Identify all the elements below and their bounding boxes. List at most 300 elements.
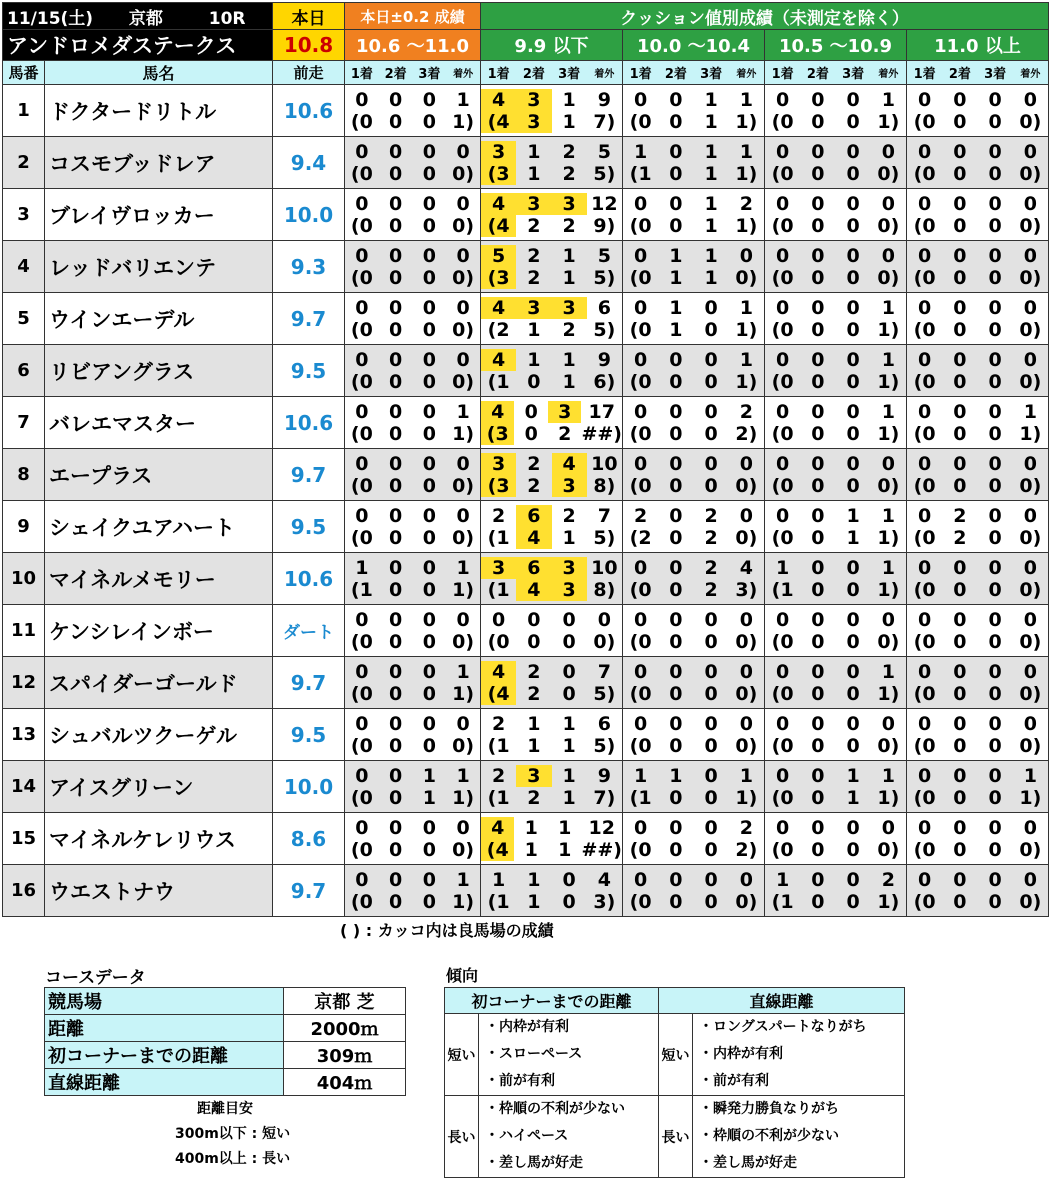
cushion-label: クッション値別成績（未測定を除く） (481, 3, 1049, 30)
good-track-count: (0 (913, 422, 936, 445)
good-track-count: 0) (735, 890, 758, 913)
good-track-count: 1) (877, 890, 900, 913)
result-count: 0 (634, 400, 648, 423)
results-group (345, 85, 481, 137)
finish-label: 着外 (594, 69, 615, 80)
result-count: 0 (562, 608, 576, 631)
finish-label: 2着 (806, 67, 829, 82)
good-track-count: 0 (422, 630, 436, 653)
good-track-count: 0 (846, 682, 860, 705)
results-group (623, 189, 765, 241)
result-count: 0 (953, 140, 967, 163)
result-count: 0 (669, 452, 683, 475)
good-track-count: (0 (771, 266, 794, 289)
result-count: 4 (481, 817, 514, 839)
course-key-3: 初コーナーまでの距離 (45, 1042, 284, 1069)
last-race-cushion: 9.4 (273, 137, 345, 189)
result-count: 0 (918, 608, 932, 631)
results-group (765, 293, 907, 345)
result-count: 5 (481, 245, 516, 267)
result-count: 0 (881, 140, 895, 163)
result-count: 0 (988, 88, 1002, 111)
result-count: 0 (669, 556, 683, 579)
result-count: 0 (422, 348, 436, 371)
result-count: 0 (1023, 608, 1037, 631)
horse-name: ケンシレインボー (45, 605, 273, 657)
good-track-count: 0 (953, 110, 967, 133)
result-count: 1 (846, 504, 860, 527)
result-count: 1 (527, 712, 541, 735)
horse-name: マイネルケレリウス (45, 813, 273, 865)
result-count: 0 (1023, 452, 1037, 475)
results-group (345, 813, 481, 865)
results-group (481, 345, 623, 397)
result-count: 0 (355, 452, 369, 475)
good-track-count: 0 (811, 578, 825, 601)
good-track-count: 0 (422, 110, 436, 133)
result-count: 0 (634, 88, 648, 111)
result-count: 0 (776, 712, 790, 735)
horse-name: レッドバリエンテ (45, 241, 273, 293)
good-track-count: 0) (1019, 838, 1042, 861)
result-count: 0 (846, 348, 860, 371)
results-group (623, 345, 765, 397)
good-track-count: 0 (988, 578, 1002, 601)
result-count: 0 (988, 348, 1002, 371)
good-track-count: 0) (1019, 214, 1042, 237)
result-count: 1 (739, 764, 753, 787)
good-track-count: (0 (629, 214, 652, 237)
results-group (345, 501, 481, 553)
good-track-count: (1 (629, 162, 652, 185)
horse-row (3, 241, 1049, 293)
good-track-count: (0 (629, 630, 652, 653)
good-track-count: 0) (452, 162, 475, 185)
results-group (765, 189, 907, 241)
results-group (907, 189, 1049, 241)
result-count: 0 (456, 712, 470, 735)
good-track-count: (0 (350, 474, 373, 497)
results-group (481, 449, 623, 501)
results-group (345, 761, 481, 813)
results-group (481, 189, 623, 241)
race-venue: 京都 (128, 8, 163, 29)
result-count: 0 (355, 348, 369, 371)
results-group (623, 85, 765, 137)
result-count: 0 (953, 764, 967, 787)
horse-row (3, 293, 1049, 345)
result-count: 0 (704, 868, 718, 891)
results-group (765, 345, 907, 397)
horse-row (3, 345, 1049, 397)
good-track-count: 1 (562, 786, 576, 809)
result-count: 9 (597, 764, 611, 787)
good-track-count: 0 (953, 370, 967, 393)
results-group (345, 605, 481, 657)
good-track-count: (0 (629, 734, 652, 757)
good-track-count: 0) (1019, 266, 1042, 289)
result-count: 0 (918, 140, 932, 163)
good-track-count: 0 (669, 786, 683, 809)
horse-number: 8 (3, 449, 45, 501)
results-group (765, 501, 907, 553)
result-count: 0 (634, 712, 648, 735)
good-track-count: 0 (389, 214, 403, 237)
results-group (765, 241, 907, 293)
trend-item: ・前が有利 (485, 1073, 555, 1089)
result-count: 1 (739, 296, 753, 319)
results-group (907, 293, 1049, 345)
good-track-count: 0) (452, 630, 475, 653)
finish-label: 2着 (664, 67, 687, 82)
good-track-count: 1 (524, 838, 538, 861)
good-track-count: 1 (846, 526, 860, 549)
good-track-count: 0 (669, 734, 683, 757)
results-group (481, 813, 623, 865)
good-track-count: 1 (562, 370, 576, 393)
good-track-count: 0 (953, 214, 967, 237)
result-count: 0 (669, 400, 683, 423)
good-track-count: (0 (771, 630, 794, 653)
result-count: 1 (669, 764, 683, 787)
good-track-count: 0 (389, 370, 403, 393)
horse-row (3, 657, 1049, 709)
result-count: 0 (422, 660, 436, 683)
good-track-count: 0 (846, 422, 860, 445)
horse-row (3, 85, 1049, 137)
course-value-3: 309ｍ (284, 1042, 406, 1069)
good-track-count: 1 (669, 266, 683, 289)
result-count: 1 (527, 868, 541, 891)
good-track-count: 0 (669, 162, 683, 185)
good-track-count: 1) (735, 318, 758, 341)
result-count: 1 (739, 140, 753, 163)
result-count: 2 (492, 712, 506, 735)
good-track-count: 1 (558, 838, 572, 861)
finish-label: 2着 (948, 67, 971, 82)
result-count: 0 (988, 244, 1002, 267)
good-track-count: 0) (877, 734, 900, 757)
result-count: 0 (422, 140, 436, 163)
result-count: 1 (776, 868, 790, 891)
finish-label: 着外 (878, 69, 899, 80)
good-track-count: 0 (422, 318, 436, 341)
good-track-count: 0 (846, 890, 860, 913)
result-count: 0 (918, 868, 932, 891)
last-race-cushion: 10.6 (273, 553, 345, 605)
result-count: 4 (597, 868, 611, 891)
good-track-count: 0 (389, 890, 403, 913)
result-count: 1 (881, 88, 895, 111)
result-count: 0 (456, 452, 470, 475)
good-track-count: 0 (704, 630, 718, 653)
results-group (907, 501, 1049, 553)
results-group (907, 85, 1049, 137)
horse-number: 1 (3, 85, 45, 137)
result-count: 1 (527, 348, 541, 371)
result-count: 0 (811, 556, 825, 579)
good-track-count: 0) (735, 734, 758, 757)
results-group (623, 761, 765, 813)
result-count: 1 (562, 348, 576, 371)
results-group (907, 813, 1049, 865)
good-track-count: 0 (953, 682, 967, 705)
result-count: 0 (389, 764, 403, 787)
finish-label: 3着 (700, 67, 723, 82)
good-track-count: (0 (913, 214, 936, 237)
good-track-count: 0 (389, 682, 403, 705)
result-count: 2 (527, 660, 541, 683)
today-label: 本日 (273, 3, 345, 30)
results-group (481, 501, 623, 553)
result-count: 2 (739, 816, 753, 839)
result-count: 1 (739, 348, 753, 371)
results-group (481, 761, 623, 813)
good-track-count: 0 (988, 630, 1002, 653)
good-track-count: (1 (629, 786, 652, 809)
horse-name: ドクタードリトル (45, 85, 273, 137)
good-track-count: 1 (562, 110, 576, 133)
result-count: 0 (739, 868, 753, 891)
horse-number: 15 (3, 813, 45, 865)
results-group (907, 657, 1049, 709)
last-race-cushion: 9.7 (273, 293, 345, 345)
good-track-count: (0 (913, 838, 936, 861)
good-track-count: 0) (452, 734, 475, 757)
good-track-count: 0) (735, 266, 758, 289)
result-count: 0 (811, 452, 825, 475)
good-track-count: 3) (735, 578, 758, 601)
good-track-count: (3 (481, 475, 516, 497)
good-track-count: (0 (350, 526, 373, 549)
good-track-count: 1) (735, 786, 758, 809)
good-track-count: (4 (481, 839, 514, 861)
result-count: 0 (389, 296, 403, 319)
finish-label: 1着 (350, 67, 373, 82)
guide-long: 400m以上 : 長い (175, 1151, 291, 1167)
good-track-count: 1 (669, 318, 683, 341)
result-count: 12 (591, 192, 618, 215)
good-track-count: (1 (487, 370, 510, 393)
result-count: 0 (846, 712, 860, 735)
result-count: 1 (704, 244, 718, 267)
good-track-count: (0 (913, 630, 936, 653)
good-track-count: 3 (552, 579, 587, 601)
good-track-count: 1 (527, 734, 541, 757)
results-group (765, 865, 907, 917)
result-count: 0 (1023, 192, 1037, 215)
result-count: 6 (516, 505, 551, 527)
result-count: 0 (811, 244, 825, 267)
finish-header-group (623, 61, 765, 85)
last-race-cushion: 10.0 (273, 189, 345, 241)
finish-label: 3着 (558, 67, 581, 82)
results-group (623, 241, 765, 293)
c1-short-items (479, 1014, 659, 1096)
result-count: 4 (481, 89, 516, 111)
horse-number: 9 (3, 501, 45, 553)
result-count: 1 (562, 88, 576, 111)
result-count: 4 (481, 401, 514, 423)
trend-item: ・瞬発力勝負なりがち (699, 1101, 839, 1117)
results-group (623, 605, 765, 657)
result-count: 0 (669, 868, 683, 891)
good-track-count: 0 (988, 370, 1002, 393)
good-track-count: 0 (389, 734, 403, 757)
good-track-count: (3 (481, 423, 514, 445)
good-track-count: 0 (389, 526, 403, 549)
good-track-count: 0 (846, 214, 860, 237)
good-track-count: 0 (704, 890, 718, 913)
range-3: 10.5 〜10.9 (765, 30, 907, 61)
good-track-count: 0 (669, 474, 683, 497)
result-count: 0 (811, 816, 825, 839)
result-count: 0 (881, 192, 895, 215)
result-count: 0 (389, 608, 403, 631)
result-count: 0 (456, 608, 470, 631)
result-count: 0 (355, 140, 369, 163)
result-count: 0 (355, 244, 369, 267)
col-num-header: 馬番 (3, 61, 45, 85)
horse-number: 12 (3, 657, 45, 709)
result-count: 0 (776, 504, 790, 527)
good-track-count: 2 (527, 266, 541, 289)
result-count: 0 (634, 868, 648, 891)
result-count: 0 (355, 660, 369, 683)
good-track-count: 0 (811, 526, 825, 549)
results-group (907, 865, 1049, 917)
results-group (907, 137, 1049, 189)
good-track-count: 2 (527, 682, 541, 705)
good-track-count: 0 (389, 630, 403, 653)
good-track-count: (0 (771, 474, 794, 497)
range-4: 11.0 以上 (907, 30, 1049, 61)
result-count: 1 (558, 816, 572, 839)
good-track-count: 0 (988, 526, 1002, 549)
result-count: 0 (355, 192, 369, 215)
race-name: アンドロメダステークス (3, 30, 273, 61)
result-count: 0 (669, 660, 683, 683)
result-count: 0 (846, 400, 860, 423)
good-track-count: 0 (422, 526, 436, 549)
result-count: 1 (669, 296, 683, 319)
good-track-count: (0 (913, 162, 936, 185)
results-group (907, 345, 1049, 397)
good-track-count: (0 (913, 370, 936, 393)
good-track-count: 0 (953, 266, 967, 289)
good-track-count: ##) (581, 422, 622, 445)
results-group (481, 605, 623, 657)
good-track-count: 0 (669, 370, 683, 393)
good-track-count: 0 (389, 266, 403, 289)
result-count: 1 (881, 660, 895, 683)
good-track-count: 1) (877, 526, 900, 549)
results-group (623, 865, 765, 917)
result-count: 0 (527, 608, 541, 631)
good-track-count: 0 (953, 734, 967, 757)
result-count: 0 (492, 608, 506, 631)
result-count: 0 (456, 348, 470, 371)
good-track-count: 5) (593, 266, 616, 289)
course-key-1: 競馬場 (45, 988, 284, 1015)
result-count: 0 (846, 140, 860, 163)
good-track-count: 0 (562, 890, 576, 913)
results-group (765, 397, 907, 449)
trend-item: ・差し馬が好走 (485, 1155, 583, 1171)
result-count: 0 (739, 504, 753, 527)
result-count: 3 (552, 193, 587, 215)
good-track-count: 0) (452, 474, 475, 497)
result-count: 2 (527, 244, 541, 267)
good-track-count: 0 (811, 162, 825, 185)
good-track-count: 1) (452, 110, 475, 133)
good-track-count: 5) (593, 682, 616, 705)
results-group (481, 137, 623, 189)
good-track-count: 0) (735, 682, 758, 705)
good-track-count: (0 (350, 318, 373, 341)
good-track-count: 0 (562, 682, 576, 705)
result-count: 0 (811, 296, 825, 319)
result-count: 0 (846, 608, 860, 631)
result-count: 0 (389, 712, 403, 735)
last-race-cushion: ダート (273, 605, 345, 657)
good-track-count: 0 (953, 162, 967, 185)
range-1: 9.9 以下 (481, 30, 623, 61)
good-track-count: (0 (350, 266, 373, 289)
good-track-count: 0 (811, 682, 825, 705)
trend-title: 傾向 (446, 966, 479, 985)
good-track-count: 4 (516, 527, 551, 549)
good-track-count: 0) (877, 630, 900, 653)
result-count: 0 (739, 660, 753, 683)
good-track-count: 1) (735, 370, 758, 393)
horse-name: スパイダーゴールド (45, 657, 273, 709)
good-track-count: (0 (771, 214, 794, 237)
course-value-1: 京都 芝 (284, 988, 406, 1015)
good-track-count: 4 (516, 579, 551, 601)
course-value-2: 2000ｍ (284, 1015, 406, 1042)
trend-item: ・ハイペース (485, 1128, 569, 1144)
good-track-count: (0 (629, 890, 652, 913)
good-track-count: (0 (350, 838, 373, 861)
race-date: 11/15(土) (7, 8, 94, 29)
last-race-cushion: 10.6 (273, 85, 345, 137)
result-count: 0 (776, 88, 790, 111)
result-count: 0 (811, 400, 825, 423)
results-group (481, 553, 623, 605)
result-count: 0 (456, 504, 470, 527)
results-group (623, 553, 765, 605)
result-count: 0 (918, 816, 932, 839)
horse-name: マイネルメモリー (45, 553, 273, 605)
result-count: 0 (704, 348, 718, 371)
good-track-count: 1) (452, 890, 475, 913)
result-count: 0 (953, 556, 967, 579)
trend-item: ・ロングスパートなりがち (699, 1019, 867, 1035)
good-track-count: 0 (669, 110, 683, 133)
finish-label: 着外 (736, 69, 757, 80)
result-count: 0 (389, 504, 403, 527)
trend-col1-header: 初コーナーまでの距離 (445, 988, 659, 1014)
good-track-count: 1 (527, 890, 541, 913)
finish-label: 1着 (629, 67, 652, 82)
result-count: 0 (918, 296, 932, 319)
result-count: 0 (988, 608, 1002, 631)
finish-header-group (765, 61, 907, 85)
result-count: 0 (422, 712, 436, 735)
good-track-count: 1 (846, 786, 860, 809)
result-count: 1 (524, 816, 538, 839)
